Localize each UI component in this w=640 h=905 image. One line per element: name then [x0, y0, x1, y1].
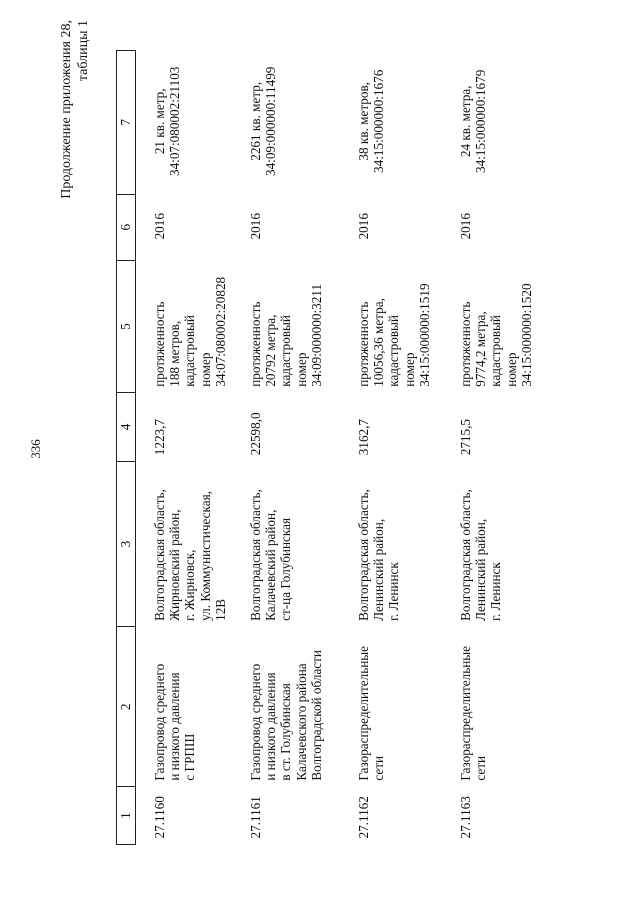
object-value: 22598,0 — [248, 412, 263, 456]
object-value: 1223,7 — [152, 418, 167, 456]
property-table — [116, 50, 550, 845]
table-row — [136, 51, 247, 845]
continuation-line-2: таблицы 1 — [76, 20, 91, 82]
row-number: 27.1160 — [152, 796, 167, 839]
object-characteristics: протяженность 9774,2 метра, кадастровый номер 34:15:000000:1520 — [458, 283, 534, 387]
object-address: Волгоградская область, Ленинский район, г. Ленинск — [356, 489, 402, 621]
header-col-2: 2 — [117, 627, 136, 787]
object-characteristics: протяженность 10056,36 метра, кадастровый номер 34:15:000000:1519 — [356, 283, 432, 387]
land-plot: 24 кв. метра, 34:15:000000:1679 — [458, 69, 489, 173]
object-value: 2715,5 — [458, 418, 473, 456]
land-plot: 2261 кв. метр, 34:09:000000:11499 — [248, 66, 279, 177]
object-year: 2016 — [458, 213, 473, 240]
header-col-5: 5 — [117, 260, 136, 392]
object-address: Волгоградская область, Калачевский район, ст-ца Голубинская — [248, 489, 294, 621]
land-plot: 38 кв. метров, 34:15:000000:1676 — [356, 69, 387, 173]
table-row — [456, 51, 550, 845]
continuation-note — [58, 20, 92, 199]
header-col-3: 3 — [117, 461, 136, 627]
object-name: Газопровод среднего и низкого давления с ГРПШ — [152, 663, 198, 781]
header-col-4: 4 — [117, 393, 136, 461]
object-characteristics: протяженность 188 метров, кадастровый номер 34:07:080002:20828 — [152, 276, 228, 387]
object-address: Волгоградская область, Жирновский район, г. Жирновск, ул. Коммунистическая, 12В — [152, 489, 228, 621]
table-row — [246, 51, 354, 845]
object-name: Газопровод среднего и низкого давления в ст. Голубинская Калачевского района Волгоградской области — [248, 650, 324, 781]
object-address: Волгоградская область, Ленинский район, г. Ленинск — [458, 489, 504, 621]
header-col-1: 1 — [117, 787, 136, 845]
object-year: 2016 — [248, 213, 263, 240]
object-name: Газораспределительные сети — [458, 645, 489, 781]
continuation-line-1: Продолжение приложения 28, — [59, 20, 74, 199]
object-year: 2016 — [152, 213, 167, 240]
table-row — [354, 51, 456, 845]
row-number: 27.1161 — [248, 796, 263, 839]
row-number: 27.1162 — [356, 796, 371, 839]
header-col-7: 7 — [117, 51, 136, 195]
object-name: Газораспределительные сети — [356, 645, 387, 781]
object-value: 3162,7 — [356, 418, 371, 456]
object-year: 2016 — [356, 213, 371, 240]
land-plot: 21 кв. метр, 34:07:080002:21103 — [152, 66, 183, 177]
page-number: 336 — [28, 439, 43, 459]
row-number: 27.1163 — [458, 796, 473, 839]
object-characteristics: протяженность 20792 метра, кадастровый номер 34:09:000000:3211 — [248, 283, 324, 387]
header-col-6: 6 — [117, 194, 136, 260]
table-header-row — [117, 51, 136, 845]
